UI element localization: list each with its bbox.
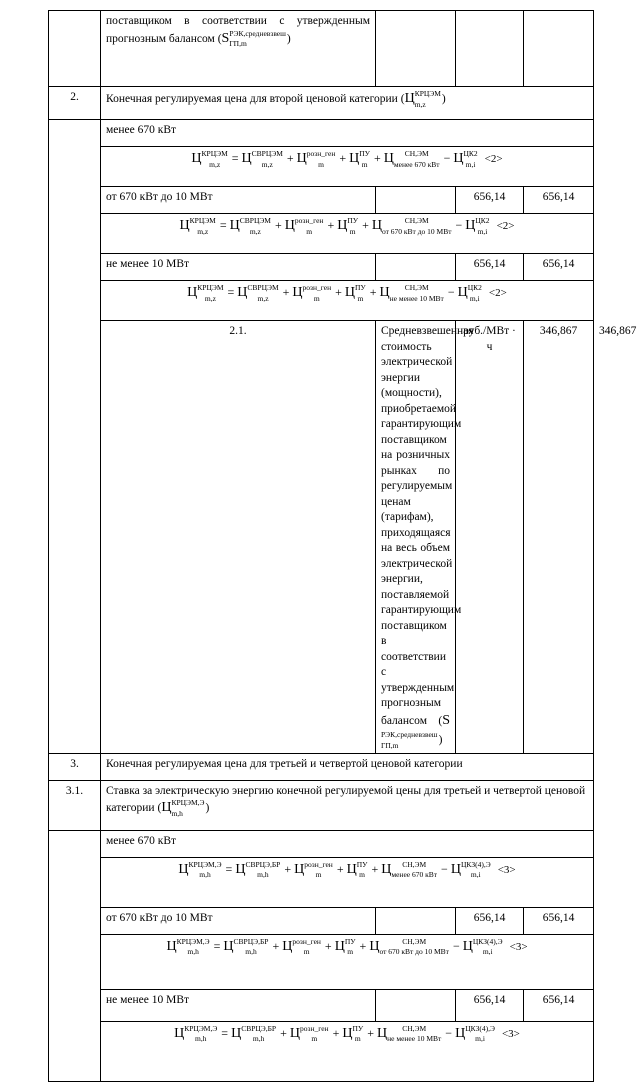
superscript: РЭК,средневзвеш <box>381 729 438 739</box>
formula-row <box>49 857 594 907</box>
formula-cell: Ц КРЦЭМ m,z = Ц СВРЦЭМ m,z + Ц розн_ген m + Ц ПУ m + Ц СН,ЭМ от 670 кВт до 10 МВт − Ц ЦК2 m,i <2> <box>101 214 594 254</box>
formula-symbol: Ц <box>404 91 415 107</box>
row-number-cell <box>49 830 101 1081</box>
unit-cell: руб./МВт · ч <box>456 321 524 754</box>
symbol-indices <box>381 731 438 750</box>
note-marker: <3> <box>509 940 528 953</box>
symbol-indices <box>415 90 441 109</box>
formula-row <box>49 934 594 989</box>
value-cell-1: 656,14 <box>456 989 524 1021</box>
bracket: ) <box>441 93 446 106</box>
table-row <box>49 753 594 780</box>
tariff-table <box>48 10 637 1082</box>
value-cell-2: 656,14 <box>524 989 594 1021</box>
formula-cell: Ц КРЦЭМ m,z = Ц СВРЦЭМ m,z + Ц розн_ген m + Ц ПУ m + Ц СН,ЭМ менее 670 кВт − Ц ЦК2 m,i <2> <box>101 147 594 187</box>
table-row <box>49 907 594 934</box>
description-cell: поставщиком в соответствии с утвержденным прогнозным балансом (S РЭК,средневзвеш ГП,m ) <box>101 11 376 87</box>
formula-cell: Ц КРЦЭМ,Э m,h = Ц СВРЦЭ,БР m,h + Ц розн_ген m + Ц ПУ m + Ц СН,ЭМ менее 670 кВт − Ц ЦКЗ(4),Э m,i <3> <box>101 857 594 907</box>
category-label: не менее 10 МВт <box>101 989 376 1021</box>
category-label: менее 670 кВт <box>101 120 594 147</box>
note-marker: <2> <box>496 220 515 233</box>
unit-cell <box>376 187 456 214</box>
category-label: от 670 кВт до 10 МВт <box>101 907 376 934</box>
note-marker: <2> <box>484 153 503 166</box>
table-row <box>49 11 594 87</box>
formula-symbol: Ц <box>161 800 172 816</box>
note-marker: <2> <box>488 287 507 300</box>
value-cell-1: 346,867 <box>524 321 594 754</box>
formula-row <box>49 1021 594 1081</box>
table-row <box>49 989 594 1021</box>
formula-row <box>49 281 594 321</box>
description-text: Ставка за электрическую энергию конечной регулируемой цены для третьей и четвертой ценовой категории <box>106 784 586 815</box>
bracket: ) <box>205 802 210 815</box>
value-cell-2: 656,14 <box>524 907 594 934</box>
superscript: КРЦЭМ,Э <box>171 798 205 808</box>
bracket: ) <box>438 733 443 746</box>
superscript: РЭК,средневзвеш <box>229 28 286 38</box>
formula-cell: Ц КРЦЭМ m,z = Ц СВРЦЭМ m,z + Ц розн_ген m + Ц ПУ m + Ц СН,ЭМ не менее 10 МВт − Ц ЦК2 m,i <2> <box>101 281 594 321</box>
note-marker: <3> <box>501 1027 520 1040</box>
description-text: Конечная регулируемая цена для второй ценовой категории <box>106 93 398 106</box>
row-number-cell: 2.1. <box>101 321 376 754</box>
table-row <box>49 780 594 830</box>
value-cell-1: 656,14 <box>456 254 524 281</box>
value-cell-1 <box>456 11 524 87</box>
description-text: Средневзвешенная стоимость электрической энергии (мощности), приобретаемой гарантирующим поставщиком на розничных рынках по регулируемым ценам (тарифам), приходящаяся на весь объем электрической энергии, поставляемой гарантирующим поставщиком в соответствии с утвержденным прогнозным балансом <box>381 325 474 727</box>
category-label: менее 670 кВт <box>101 830 594 857</box>
row-number-cell: 3. <box>49 753 101 780</box>
formula-row <box>49 214 594 254</box>
table-row: 2.1. Средневзвешенная стоимость электрической энергии (мощности), приобретаемой гарантирующим поставщиком на розничных рынках по регулируемым ценам (тарифам), приходящаяся на весь объем электрической энергии, поставляемой гарантирующим поставщиком в соответствии с утвержденным прогнозным балансом (S РЭК,средневзвеш ГП,m ) руб./МВт · ч 346,867 346,867 <box>49 321 594 754</box>
value-cell-2: 656,14 <box>524 254 594 281</box>
table-row <box>49 120 594 147</box>
category-label: не менее 10 МВт <box>101 254 376 281</box>
unit-cell <box>376 907 456 934</box>
superscript: КРЦЭМ <box>414 89 441 98</box>
category-label: от 670 кВт до 10 МВт <box>101 187 376 214</box>
bracket: ) <box>286 32 291 45</box>
note-marker: <3> <box>497 863 516 876</box>
subscript: ГП,m <box>229 39 247 49</box>
value-cell-2 <box>524 11 594 87</box>
unit-cell <box>376 11 456 87</box>
formula-cell: Ц КРЦЭМ,Э m,h = Ц СВРЦЭ,БР m,h + Ц розн_ген m + Ц ПУ m + Ц СН,ЭМ не менее 10 МВт − Ц ЦКЗ(4),Э m,i <3> <box>101 1021 594 1081</box>
value-cell-2: 656,14 <box>524 187 594 214</box>
value-cell-1: 656,14 <box>456 187 524 214</box>
row-number-cell: 2. <box>49 87 101 120</box>
row-number-cell: 3.1. <box>49 780 101 830</box>
subscript: m,z <box>414 99 426 109</box>
table-row <box>49 830 594 857</box>
formula-symbol: S <box>442 712 450 728</box>
description-text: поставщиком в соответствии с утвержденным прогнозным балансом <box>106 15 370 45</box>
table-row <box>49 254 594 281</box>
value-cell-1: 656,14 <box>456 907 524 934</box>
description-cell: Конечная регулируемая цена для третьей и четвертой ценовой категории <box>101 753 594 780</box>
row-number-cell <box>49 120 101 754</box>
row-number-cell <box>49 11 101 87</box>
formula-symbol: S <box>221 30 230 46</box>
description-cell: Конечная регулируемая цена для второй ценовой категории (Ц КРЦЭМ m,z ) <box>101 87 594 120</box>
formula-cell: Ц КРЦЭМ,Э m,h = Ц СВРЦЭ,БР m,h + Ц розн_ген m + Ц ПУ m + Ц СН,ЭМ от 670 кВт до 10 МВт − Ц ЦКЗ(4),Э m,i <3> <box>101 934 594 989</box>
table-row <box>49 87 594 120</box>
description-cell: Средневзвешенная стоимость электрической энергии (мощности), приобретаемой гарантирующим поставщиком на розничных рынках по регулируемым ценам (тарифам), приходящаяся на весь объем электрической энергии, поставляемой гарантирующим поставщиком в соответствии с утвержденным прогнозным балансом (S РЭК,средневзвеш ГП,m ) <box>376 321 456 754</box>
symbol-indices <box>229 30 286 49</box>
symbol-indices <box>171 799 204 818</box>
description-cell: Ставка за электрическую энергию конечной регулируемой цены для третьей и четвертой ценовой категории (Ц КРЦЭМ,Э m,h ) <box>101 780 594 830</box>
unit-cell <box>376 254 456 281</box>
unit-cell <box>376 989 456 1021</box>
subscript: ГП,m <box>381 740 399 750</box>
table-row <box>49 187 594 214</box>
formula-row <box>49 147 594 187</box>
subscript: m,h <box>171 808 183 818</box>
